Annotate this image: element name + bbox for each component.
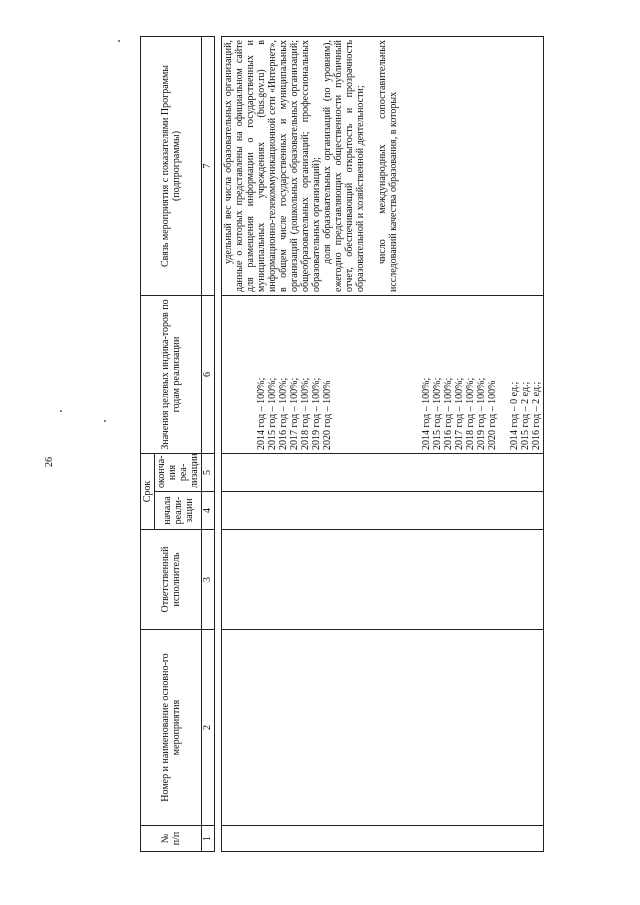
- header-term-end: оконча-ния реа-лизации: [155, 454, 202, 492]
- col-number: 1: [202, 826, 215, 852]
- value-line: 2019 год – 100%;: [311, 377, 322, 450]
- cell-executor: [222, 530, 544, 630]
- value-line: 2019 год – 100%;: [476, 377, 487, 450]
- col-number: 5: [202, 454, 215, 492]
- value-line: 2014 год – 100%;: [256, 377, 267, 450]
- header-program-link: Связь мероприятия с показателями Программы (подпрограммы): [141, 37, 202, 296]
- value-line: 2016 год – 2 ед.;: [531, 381, 542, 450]
- value-line: 2014 год – 0 ед.;: [509, 381, 520, 450]
- rotated-table-container: [140, 37, 605, 852]
- header-activity-name: Номер и наименование основно-го мероприятия: [141, 630, 202, 826]
- col-number: 3: [202, 530, 215, 630]
- col-number: 6: [202, 296, 215, 454]
- activities-table: [140, 36, 544, 852]
- value-line: 2016 год – 100%;: [443, 377, 454, 450]
- cell-term-start: [222, 492, 544, 530]
- table-row: [222, 37, 544, 852]
- indicator-text: доля образовательных организаций (по уровням), ежегодно представляющих общественности публичный отчет, обеспечивающий открытость и прозрачность образовательной и хозяйственной деятельности;: [322, 40, 366, 292]
- column-number-row: [202, 37, 215, 852]
- indicator-text: удельный вес числа образовательных организаций, данные о которых представлены на официальном сайте для размещения информации о государственных и муниципальных учреждениях (bus.gov.ru) в информационно-телекоммуникационной сети «Интернет», в общем числе государственных и муниципальных организаций (дошкольных образовательных организаций; общеобразовательных организаций; профессиональных образовательных организаций);: [223, 40, 322, 292]
- value-line: 2014 год – 100%;: [421, 377, 432, 450]
- value-line: 2018 год – 100%;: [465, 377, 476, 450]
- col-number: 7: [202, 37, 215, 296]
- value-line: 2020 год – 100%: [487, 380, 498, 450]
- value-line: 2017 год – 100%;: [289, 377, 300, 450]
- value-line: 2018 год – 100%;: [300, 377, 311, 450]
- header-indicator-values: Значения целевых индика-торов по годам реализации: [141, 296, 202, 454]
- indicator-text: число международных сопоставительных исследований качества образования, в которых: [377, 40, 399, 292]
- cell-program-link: [222, 37, 544, 296]
- header-term-start: начала реали-зации: [155, 492, 202, 530]
- cell-term-end: [222, 454, 544, 492]
- header-term: Срок: [141, 454, 155, 530]
- col-number: 4: [202, 492, 215, 530]
- header-number: № п/п: [141, 826, 202, 852]
- value-line: 2020 год – 100%: [322, 380, 333, 450]
- header-row: [141, 37, 155, 852]
- value-line: 2015 год – 100%;: [432, 377, 443, 450]
- header-executor: Ответственный исполнитель: [141, 530, 202, 630]
- value-line: 2015 год – 100%;: [267, 377, 278, 450]
- page-number: 26: [44, 457, 55, 467]
- col-number: 2: [202, 630, 215, 826]
- cell-number: [222, 826, 544, 852]
- value-line: 2015 год – 2 ед.;: [520, 381, 531, 450]
- value-line: 2017 год – 100%;: [454, 377, 465, 450]
- cell-activity-name: [222, 630, 544, 826]
- cell-indicator-values: [222, 296, 544, 454]
- value-line: 2016 год – 100%;: [278, 377, 289, 450]
